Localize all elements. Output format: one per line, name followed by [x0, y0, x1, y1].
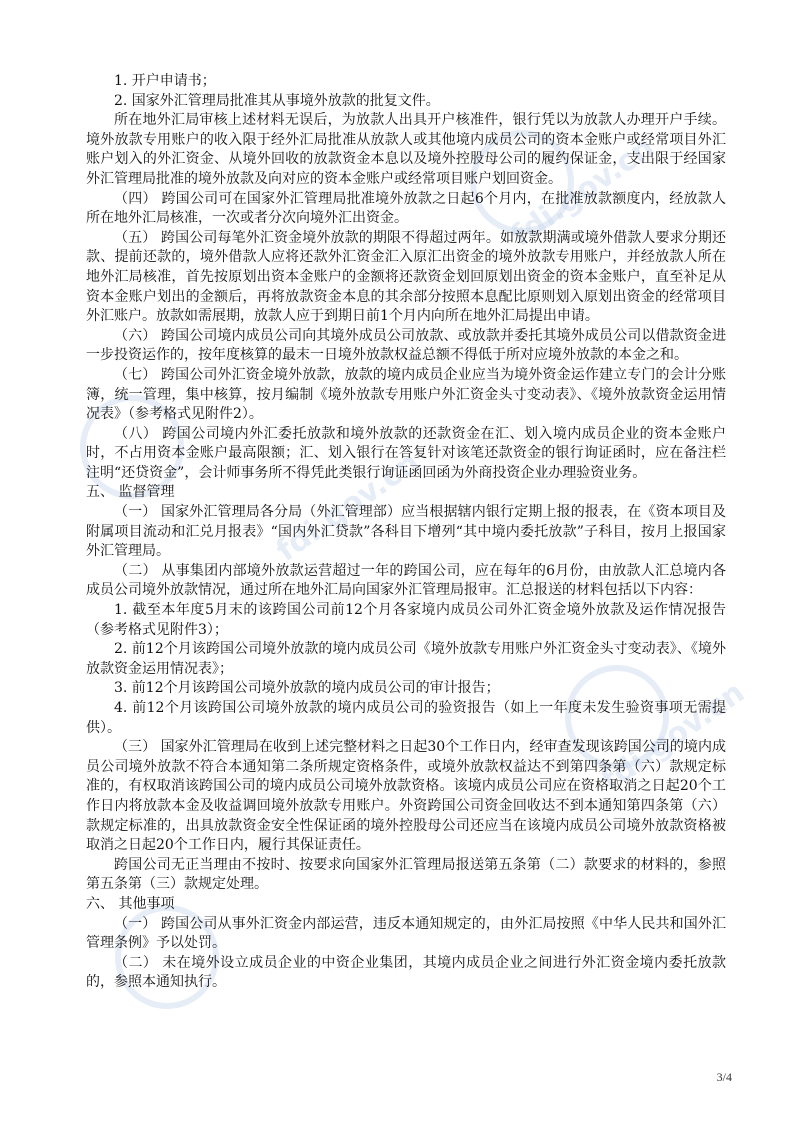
paragraph: 所在地外汇局审核上述材料无误后，为放款人出具开户核准件，银行凭以为放款人办理开户手续。境外放款专用账户的收入限于经外汇局批准从放款人或其他境内成员公司的资本金账户或经常项目外汇账户划入的外汇资金、从境外回收的放款资金本息以及境外控股母公司的履约保证金，支出限于经国家外汇管理局批准的境外放款及向对应的资本金账户或经常项目账户划回资金。	[86, 112, 726, 187]
watermark-text: fdi.gov.cn	[270, 444, 427, 569]
section-heading: 六、 其他事项	[86, 895, 175, 912]
paragraph: （一） 国家外汇管理局各分局（外汇管理部）应当根据辖内银行定期上报的报表，在《资本项目及附属项目流动和汇兑月报表》“国内外汇贷款”各科目下增列“其中境内委托放款”子科目，按月上报国家外汇管理局。	[86, 504, 726, 560]
watermark-text: fdi.gov.cn	[505, 129, 662, 254]
list-item: 1. 开户申请书；	[114, 73, 216, 89]
paragraph: （三） 国家外汇管理局在收到上述完整材料之日起30个工作日内，经审查发现该跨国公司的境内成员公司境外放款不符合本通知第二条所规定资格条件，或境外放款权益达不到第四条第（六）款规定标准的，有权取消该跨国公司的境内成员公司境外放款资格。该境内成员公司应在资格取消之日起20个工作日内将放款本金及收益调回境外放款专用账户。外资跨国公司资金回收达不到本通知第四条第（六）款规定标准的，出具放款资金安全性保证函的境外控股母公司还应当在该境内成员公司境外放款资格被取消之日起20个工作日内，履行其保证责任。	[86, 739, 726, 854]
section-heading: 五、 监督管理	[86, 484, 175, 501]
list-item: 3. 前12个月该跨国公司境外放款的境内成员公司的审计报告；	[114, 680, 500, 697]
list-item: 2. 前12个月该跨国公司境外放款的境内成员公司《境外放款专用账户外汇资金头寸变动表》、《境外放款资金运用情况表》；	[86, 641, 726, 677]
paragraph: （七） 跨国公司外汇资金境外放款，放款的境内成员企业应当为境外资金运作建立专门的会计分账簿，统一管理，集中核算，按月编制《境外放款专用账户外汇资金头寸变动表》、《境外放款资金运用情况表》（参考格式见附件2）。	[86, 366, 726, 423]
list-item: 4. 前12个月该跨国公司境外放款的境内成员公司的验资报告（如上一年度未发生验资事项无需提供）。	[86, 700, 726, 736]
paragraph: （六） 跨国公司境内成员公司向其境外成员公司放款、或放款并委托其境外成员公司以借款资金进一步投资运作的，按年度核算的最末一日境外放款权益总额不得低于所对应境外放款的本金之和。	[86, 327, 726, 364]
paragraph: （八） 跨国公司境内外汇委托放款和境外放款的还款资金在汇、划入境内成员企业的资本金账户时，不占用资本金账户最高限额；汇、划入银行在答复针对该笔还款资金的银行询证函时，应在备注栏注明“还贷资金”，会计师事务所不得凭此类银行询证函回函为外商投资企业办理验资业务。	[86, 425, 726, 481]
list-item: 2. 国家外汇管理局批准其从事境外放款的批复文件。	[114, 92, 440, 109]
document-content	[86, 72, 726, 993]
paragraph: （一） 跨国公司从事外汇资金内部运营，违反本通知规定的，由外汇局按照《中华人民共和国外汇管理条例》予以处罚。	[86, 915, 726, 952]
watermark-text: fdi.gov.cn	[595, 674, 752, 799]
page-number: 3/4	[716, 1070, 732, 1084]
paragraph: （四） 跨国公司可在国家外汇管理局批准境外放款之日起6个月内，在批准放款额度内，经放款人所在地外汇局核准，一次或者分次向境外汇出资金。	[86, 190, 726, 227]
list-item: 1. 截至本年度5月末的该跨国公司前12个月各家境内成员公司外汇资金境外放款及运作情况报告（参考格式见附件3）；	[86, 602, 726, 638]
paragraph: （二） 未在境外设立成员企业的中资企业集团，其境内成员企业之间进行外汇资金境内委托放款的，参照本通知执行。	[86, 954, 726, 991]
document-body	[86, 72, 726, 993]
paragraph: （五） 跨国公司每笔外汇资金境外放款的期限不得超过两年。如放款期满或境外借款人要求分期还款、提前还款的，境外借款人应将还款外汇资金汇入原汇出资金的境外放款专用账户，并经放款人所在地外汇局核准，首先按原划出资本金账户的金额将还款资金划回原划出资金的资本金账户，直至补足从资本金账户划出的金额后，再将放款资金本息的其余部分按照本息配比原则划入原划出资金的经常项目外汇账户。放款如需展期，放款人应于到期日前1个月内向所在地外汇局提出申请。	[86, 229, 726, 325]
paragraph: （二） 从事集团内部境外放款运营超过一年的跨国公司，应在每年的6月份，由放款人汇总境内各成员公司境外放款情况，通过所在地外汇局向国家外汇管理局报审。汇总报送的材料包括以下内容：	[86, 562, 726, 599]
paragraph: 跨国公司无正当理由不按时、按要求向国家外汇管理局报送第五条第（二）款要求的材料的，参照第五条第（三）款规定处理。	[86, 856, 726, 893]
